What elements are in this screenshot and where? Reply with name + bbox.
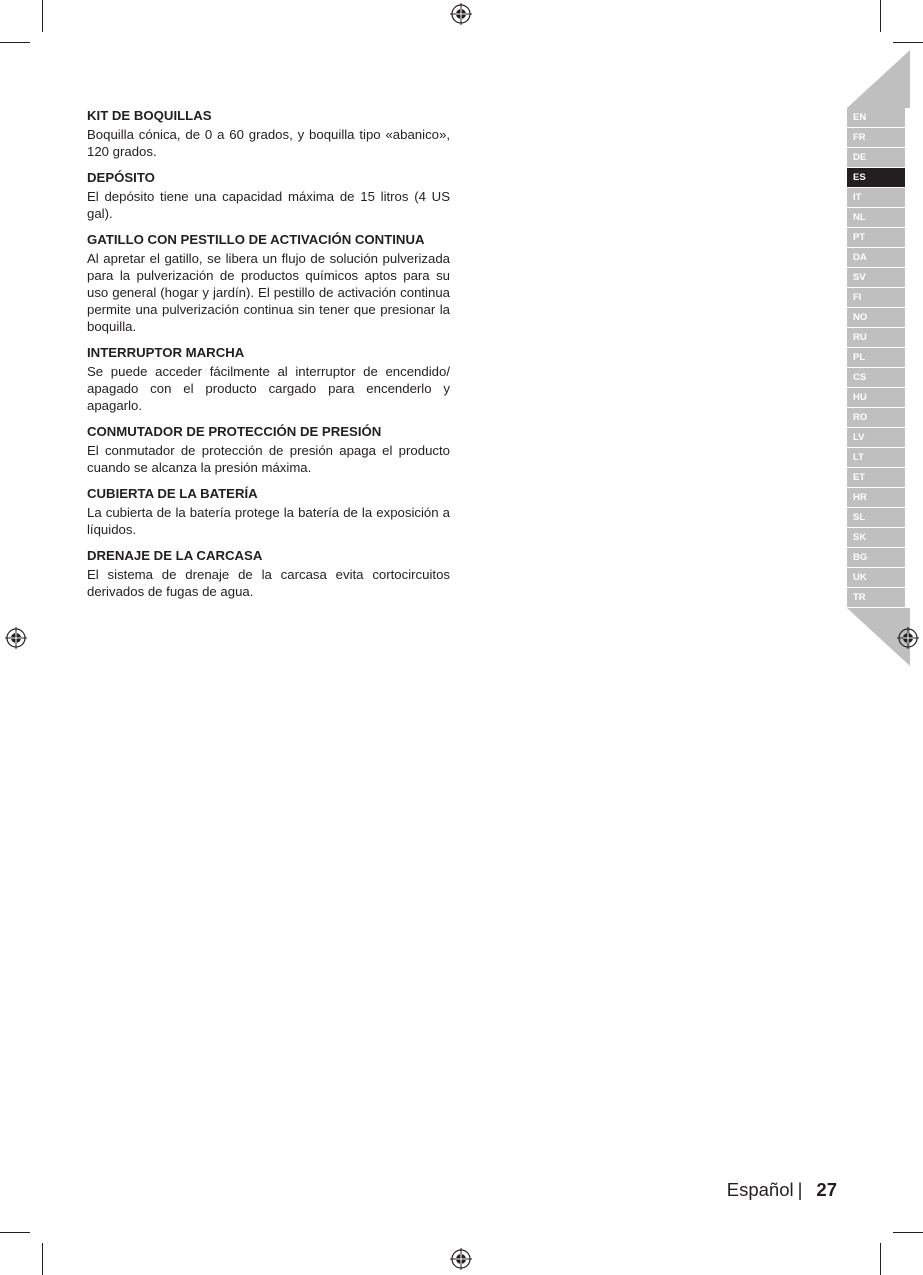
section <box>87 231 450 335</box>
language-tab-bg[interactable]: BG <box>847 548 905 568</box>
section-heading: DRENAJE DE LA CARCASA <box>87 548 263 563</box>
crop-mark <box>42 0 43 32</box>
registration-mark-icon <box>450 3 472 25</box>
registration-mark-icon <box>450 1248 472 1270</box>
language-tab-it[interactable]: IT <box>847 188 905 208</box>
language-tab-fr[interactable]: FR <box>847 128 905 148</box>
section-heading: DEPÓSITO <box>87 170 155 185</box>
section-body: El depósito tiene una capacidad máxima de 15 litros (4 US gal). <box>87 189 450 221</box>
language-tab-tr[interactable]: TR <box>847 588 905 608</box>
crop-mark <box>880 0 881 32</box>
registration-mark-icon <box>897 627 919 649</box>
page-number: 27 <box>816 1179 837 1200</box>
section-body: El conmutador de protección de presión apaga el producto cuando se alcanza la presión máxima. <box>87 443 450 475</box>
section-heading: INTERRUPTOR MARCHA <box>87 345 245 360</box>
language-tab-uk[interactable]: UK <box>847 568 905 588</box>
section <box>87 485 450 538</box>
language-tab-et[interactable]: ET <box>847 468 905 488</box>
registration-mark-icon <box>5 627 27 649</box>
language-tab-en[interactable]: EN <box>847 108 905 128</box>
crop-mark <box>893 42 923 43</box>
language-tab-hu[interactable]: HU <box>847 388 905 408</box>
section <box>87 423 450 476</box>
language-tab-sv[interactable]: SV <box>847 268 905 288</box>
section-body: El sistema de drenaje de la carcasa evita cortocircuitos derivados de fugas de agua. <box>87 567 450 599</box>
crop-mark <box>893 1232 923 1233</box>
language-tab-nl[interactable]: NL <box>847 208 905 228</box>
section-heading: CUBIERTA DE LA BATERÍA <box>87 486 258 501</box>
section-body: La cubierta de la batería protege la batería de la exposición a líquidos. <box>87 505 450 537</box>
section-body: Se puede acceder fácilmente al interruptor de encendido/ apagado con el producto cargado para encenderlo y apagarlo. <box>87 364 450 413</box>
section-heading: KIT DE BOQUILLAS <box>87 108 212 123</box>
crop-mark <box>0 1232 30 1233</box>
section <box>87 107 450 160</box>
language-tab-da[interactable]: DA <box>847 248 905 268</box>
language-tab-sl[interactable]: SL <box>847 508 905 528</box>
footer-language: Español <box>726 1179 794 1200</box>
section-heading: GATILLO CON PESTILLO DE ACTIVACIÓN CONTINUA <box>87 232 425 247</box>
section <box>87 547 450 600</box>
crop-mark <box>42 1243 43 1275</box>
language-tab-pt[interactable]: PT <box>847 228 905 248</box>
page-footer <box>727 1179 837 1201</box>
language-tab-pl[interactable]: PL <box>847 348 905 368</box>
section <box>87 344 450 414</box>
language-tab-hr[interactable]: HR <box>847 488 905 508</box>
language-tab-lv[interactable]: LV <box>847 428 905 448</box>
section <box>87 169 450 222</box>
crop-mark <box>880 1243 881 1275</box>
main-content <box>87 107 450 609</box>
language-tabs <box>847 108 905 608</box>
language-tab-cs[interactable]: CS <box>847 368 905 388</box>
language-tab-ru[interactable]: RU <box>847 328 905 348</box>
language-tab-lt[interactable]: LT <box>847 448 905 468</box>
section-body: Boquilla cónica, de 0 a 60 grados, y boquilla tipo «abanico», 120 grados. <box>87 127 450 159</box>
footer-separator: | <box>797 1179 803 1200</box>
section-body: Al apretar el gatillo, se libera un flujo de solución pulverizada para la pulverización de productos químicos aptos para su uso general (hogar y jardín). El pestillo de activación continua permite una pulverización continua sin tener que presionar la boquilla. <box>87 251 450 334</box>
language-tab-no[interactable]: NO <box>847 308 905 328</box>
section-heading: CONMUTADOR DE PROTECCIÓN DE PRESIÓN <box>87 424 382 439</box>
language-tab-de[interactable]: DE <box>847 148 905 168</box>
language-tab-fi[interactable]: FI <box>847 288 905 308</box>
language-tab-ro[interactable]: RO <box>847 408 905 428</box>
language-tab-sk[interactable]: SK <box>847 528 905 548</box>
language-tab-es[interactable]: ES <box>847 168 905 188</box>
crop-mark <box>0 42 30 43</box>
